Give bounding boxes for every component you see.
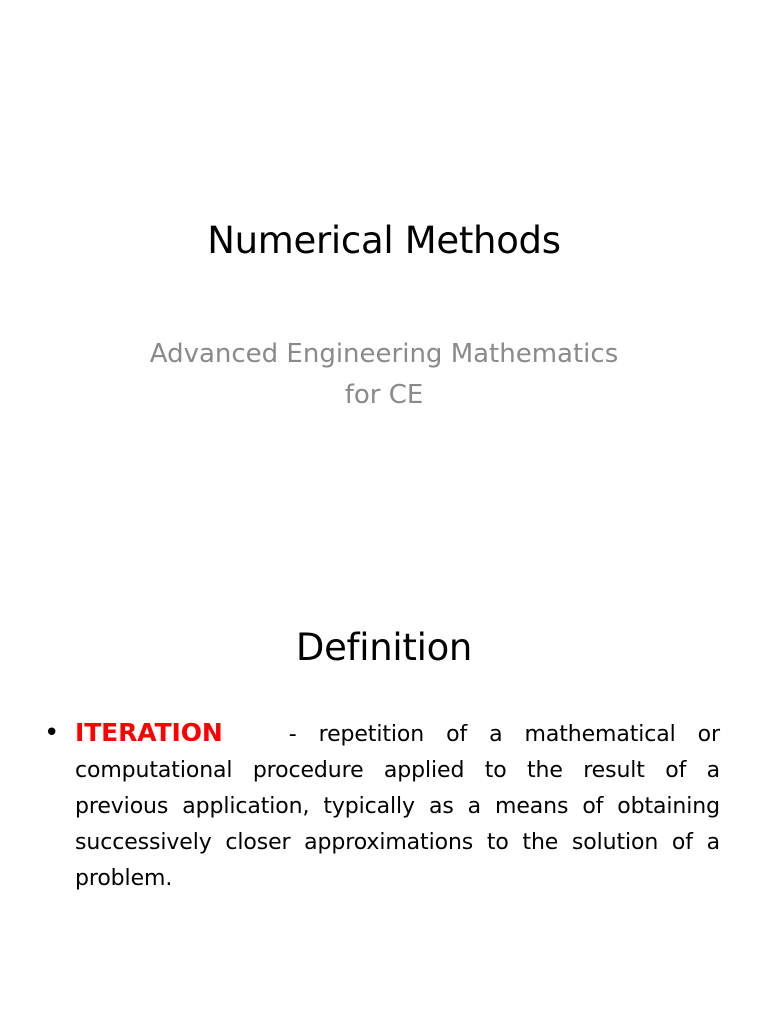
definition-slide <box>0 576 768 1024</box>
bullet-point-icon: • <box>44 718 60 748</box>
slide-title: Numerical Methods <box>207 219 561 262</box>
definition-body: - repetition of a mathematical or computational procedure applied to the result of a previous application, typically as a means of obtaining successively closer approximations to the solution of a problem. <box>75 722 720 891</box>
definition-heading: Definition <box>295 626 473 669</box>
subtitle-line-1: Advanced Engineering Mathematics <box>149 339 619 369</box>
slide-subtitle <box>100 334 668 416</box>
definition-text <box>75 715 720 897</box>
definition-bullet <box>44 715 720 897</box>
subtitle-line-2: for CE <box>344 380 424 410</box>
iteration-term: ITERATION <box>75 718 223 747</box>
